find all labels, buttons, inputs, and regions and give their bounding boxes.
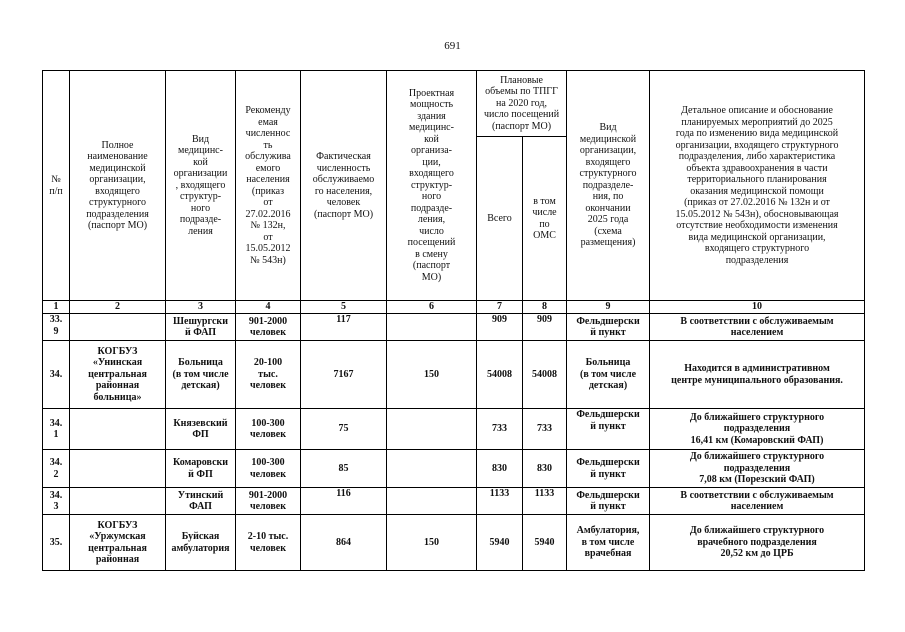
row-org	[70, 409, 166, 450]
row-type: Больница (в том числе детская)	[166, 341, 236, 409]
row-description: В соответствии с обслуживаемым населением	[650, 314, 865, 341]
row-org: КОГБУЗ «Уржумская центральная районная	[70, 515, 166, 571]
column-number: 8	[523, 301, 567, 314]
row-capacity	[387, 488, 477, 515]
row-description: В соответствии с обслуживаемым населением	[650, 488, 865, 515]
column-number: 4	[236, 301, 301, 314]
row-description: До ближайшего структурного подразделения 7,08 км (Порезский ФАП)	[650, 450, 865, 488]
column-number: 9	[567, 301, 650, 314]
row-type: Князевский ФП	[166, 409, 236, 450]
row-actual: 116	[301, 488, 387, 515]
column-number: 10	[650, 301, 865, 314]
row-capacity	[387, 314, 477, 341]
header-planned-volumes: Плановые объемы по ТПГГ на 2020 год, число посещений (паспорт МО)	[477, 71, 567, 137]
row-recommended: 901-2000 человек	[236, 314, 301, 341]
row-recommended: 2-10 тыс. человек	[236, 515, 301, 571]
row-capacity: 150	[387, 515, 477, 571]
column-number: 5	[301, 301, 387, 314]
header-row	[43, 71, 865, 137]
row-type: Шешургски й ФАП	[166, 314, 236, 341]
row-org	[70, 314, 166, 341]
header-actual-population: Фактическая численность обслуживаемо го населения, человек (паспорт МО)	[301, 71, 387, 301]
row-type-2025: Амбулатория, в том числе врачебная	[567, 515, 650, 571]
header-num: № п/п	[43, 71, 70, 301]
row-actual: 7167	[301, 341, 387, 409]
column-number: 3	[166, 301, 236, 314]
row-num: 33. 9	[43, 314, 70, 341]
table-row	[43, 515, 865, 571]
row-total: 5940	[477, 515, 523, 571]
medical-organizations-table	[42, 70, 865, 571]
row-type: Буйская амбулатория	[166, 515, 236, 571]
table-row	[43, 314, 865, 341]
row-recommended: 20-100 тыс. человек	[236, 341, 301, 409]
row-description: Находится в административном центре муниципального образования.	[650, 341, 865, 409]
row-type-2025: Больница (в том числе детская)	[567, 341, 650, 409]
header-description: Детальное описание и обоснование планируемых мероприятий до 2025 года по изменению вида медицинской организации, входящего структурного подразделения, либо характеристика объекта здравоохранения в части территориального планирования оказания медицинской помощи (приказ от 27.02.2016 № 132н и от 15.05.2012 № 543н), обосновывающая отсутствие необходимости изменения вида медицинской организации, входящего структурного подразделения	[650, 71, 865, 301]
row-actual: 864	[301, 515, 387, 571]
row-actual: 75	[301, 409, 387, 450]
row-description: До ближайшего структурного подразделения 16,41 км (Комаровский ФАП)	[650, 409, 865, 450]
row-type-2025: Фельдшерски й пункт	[567, 450, 650, 488]
header-recommended-population: Рекоменду емая численнос ть обслужива емого населения (приказ от 27.02.2016 № 132н, от 15.05.2012 № 543н)	[236, 71, 301, 301]
header-org-name: Полное наименование медицинской организации, входящего структурного подразделения (паспорт МО)	[70, 71, 166, 301]
row-num: 34.	[43, 341, 70, 409]
row-oms: 1133	[523, 488, 567, 515]
row-description: До ближайшего структурного врачебного подразделения 20,52 км до ЦРБ	[650, 515, 865, 571]
row-org	[70, 488, 166, 515]
row-type: Комаровски й ФП	[166, 450, 236, 488]
page-number: 691	[444, 40, 461, 52]
column-number: 7	[477, 301, 523, 314]
header-design-capacity: Проектная мощность здания медицинс- кой организа- ции, входящего структур- ного подразде- ления, число посещений в смену (паспорт МО)	[387, 71, 477, 301]
row-actual: 117	[301, 314, 387, 341]
row-actual: 85	[301, 450, 387, 488]
column-number: 1	[43, 301, 70, 314]
row-capacity	[387, 409, 477, 450]
row-org: КОГБУЗ «Унинская центральная районная больница»	[70, 341, 166, 409]
row-oms: 5940	[523, 515, 567, 571]
row-recommended: 100-300 человек	[236, 409, 301, 450]
row-total: 54008	[477, 341, 523, 409]
row-capacity: 150	[387, 341, 477, 409]
column-number: 6	[387, 301, 477, 314]
row-recommended: 901-2000 человек	[236, 488, 301, 515]
row-oms: 733	[523, 409, 567, 450]
header-org-type: Вид медицинс- кой организации , входящего структур- ного подразде- ления	[166, 71, 236, 301]
row-total: 909	[477, 314, 523, 341]
row-num: 35.	[43, 515, 70, 571]
row-oms: 830	[523, 450, 567, 488]
row-oms: 54008	[523, 341, 567, 409]
row-type-2025: Фельдшерски й пункт	[567, 409, 650, 450]
column-numbers-row	[43, 301, 865, 314]
table-row	[43, 409, 865, 450]
table-row	[43, 488, 865, 515]
row-type-2025: Фельдшерски й пункт	[567, 488, 650, 515]
row-total: 733	[477, 409, 523, 450]
row-type: Утинский ФАП	[166, 488, 236, 515]
row-recommended: 100-300 человек	[236, 450, 301, 488]
table-row	[43, 341, 865, 409]
table-row	[43, 450, 865, 488]
column-number: 2	[70, 301, 166, 314]
row-oms: 909	[523, 314, 567, 341]
row-num: 34. 3	[43, 488, 70, 515]
row-capacity	[387, 450, 477, 488]
row-num: 34. 2	[43, 450, 70, 488]
row-num: 34. 1	[43, 409, 70, 450]
row-type-2025: Фельдшерски й пункт	[567, 314, 650, 341]
header-type-2025: Вид медицинской организации, входящего структурного подразделе- ния, по окончании 2025 года (схема размещения)	[567, 71, 650, 301]
row-org	[70, 450, 166, 488]
row-total: 1133	[477, 488, 523, 515]
header-total: Всего	[477, 137, 523, 301]
row-total: 830	[477, 450, 523, 488]
header-oms: в том числе по ОМС	[523, 137, 567, 301]
